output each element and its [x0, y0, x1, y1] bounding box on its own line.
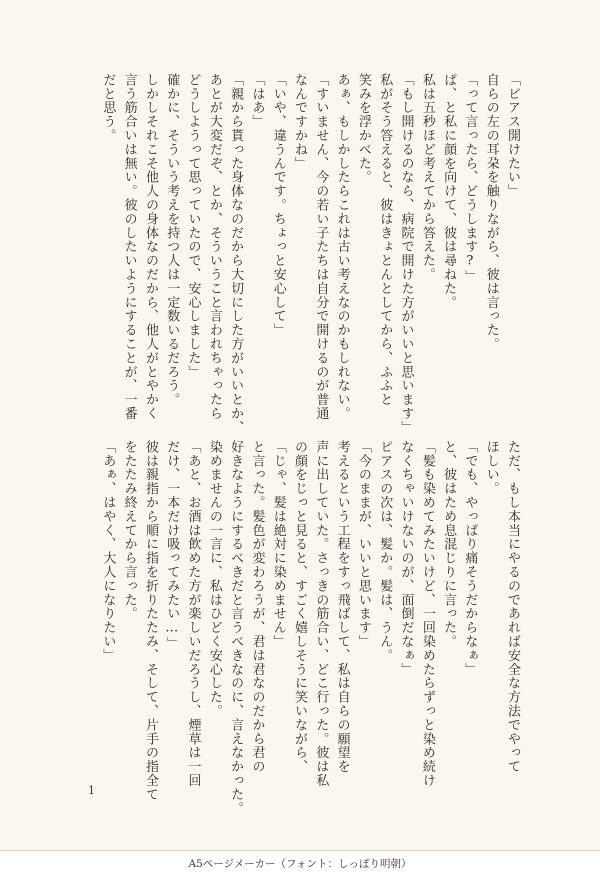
footer-caption: A5ページメーカー（フォント：しっぽり明朝） [188, 858, 412, 870]
lower-text-block: ただ、もし本当にやるのであれば安全な方法でやって ほしい。 「でも、やっぱり痛そうだからなぁ」 と、彼はため息混じりに言った。 「髪も染めてみたいけど、一回染めたらずっと染め続け なくちゃいけないのが、面倒だなぁ」 ピアスの次は、髪か。髪は、うん。 「今のままが、いいと思います」 考えるという工程をすっ飛ばして、私は自らの願望を 声に出していた。さっきの筋合い、どこ行った。彼は私 の顔をじっと見ると、すごく嬉しそうに笑いながら、 「じゃ、髪は絶対に染めません」 と言った。髪色が変わろうが、君は君なのだから君の 好きなようにするべきだと言うべきなのに、言えなかった。 染めませんの一言に、私はひどく安心した。 「あと、お酒は飲めた方が楽しいだろうし、煙草は一回 だけ、一本だけ吸ってみたい…」 彼は親指から順に指を折りたたみ、そして、片手の指全て をたたみ終えてから言った。 「あぁ、はやく、大人になりたい」 [100, 440, 520, 816]
page-number: 1 [88, 784, 95, 797]
upper-text-block: 「ピアス開けたい」 自らの左の耳朶を触りながら、彼は言った。 「って言ったら、どうします?」 ぱ、と私に顔を向けて、彼は尋ねた。 私は五秒ほど考えてから答えた。 「もし開けるのなら、病院で開けた方がいいと思います」 私がそう答えると、彼はきょとんとしてから、ふふと 笑みを浮かべた。 あぁ、もしかしたらこれは古い考えなのかもしれない。 「すいません、今の若い子たちは自分で開けるのが普通 なんですかね」 「いや、違うんです。ちょっと安心して」 「はあ」 「親から貰った身体なのだから大切にした方がいいとか、 あとが大変だぞ、とか、そういうこと言われちゃったら どうしようって思っていたので、安心しました」 確かに、そういう考えを持つ人は一定数いるだろう。 しかしそれこそ他人の身体なのだから、他人がとやかく 言う筋合いは無い。彼のしたいようにすることが、一番 だと思う。 [100, 73, 520, 435]
